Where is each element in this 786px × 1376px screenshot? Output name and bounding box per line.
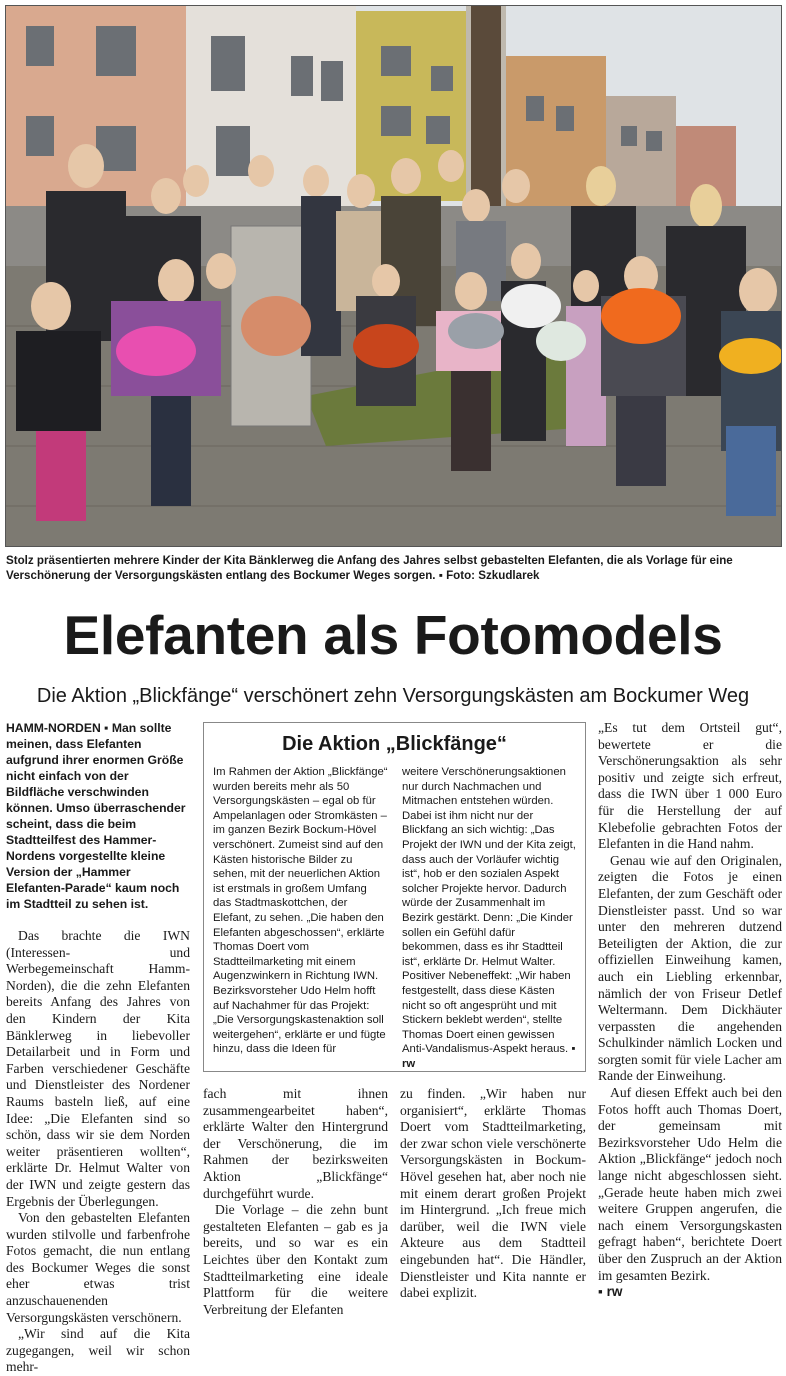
paragraph: Auf diesen Effekt auch bei den Fotos hofft auch Thomas Doert, der gemeinsam mit Bezirksvorsteher Udo Helm die Aktion „Blickfänge“ jedoch noch lange nicht abgeschlossen sieht. „Gerade heute haben mich zwei weitere Gruppen angerufen, die nach einem Versorgungskasten gefragt haben“, berichtete Doert über den Zuspruch an der Aktion im gesamten Bezirk. [598,1085,782,1283]
article-subheadline: Die Aktion „Blickfänge“ verschönert zehn Versorgungskästen am Bockumer Weg [36,685,750,707]
author-signature: ▪ rw [598,1284,623,1300]
info-box [203,722,586,1072]
info-box-column-right [402,765,577,1071]
author-signature: ▪ rw [402,1043,576,1070]
article-lead: HAMM-NORDEN ▪ Man sollte meinen, dass Elefanten aufgrund ihrer enormen Größe nicht einfach von der Bildfläche verschwinden können. Umso überraschender scheint, dass die beim Stadtteilfest des Hammer-Nordens vorgestellte kleine Version der „Hammer Elefanten-Parade“ kaum noch im Stadtteil zu sehen ist. [6,721,186,911]
paragraph: fach mit ihnen zusammengearbeitet haben“, erklärte Walter den Hintergrund der Verschönerung, die im Rahmen der bezirksweiten Aktion „Blickfänge“ durchgeführt wurde. [203,1086,388,1201]
info-box-column-left [213,765,388,1057]
paragraph: Genau wie auf den Originalen, zeigten die Fotos je einen Elefanten, der zum Geschäft oder Dienstleister passt. Und so war unter den mehreren dutzend Beteiligten der Aktion, die zur offiziellen Einweihung kamen, auch ein Liebling erkennbar, nämlich der von Friseur Detlef Weltermann. Dem Dickhäuter verpassten die angehenden Schulkinder nämlich Locken und sorgten somit für viele Lacher am Rande der Einweihung. [598,852,782,1084]
group-photo-illustration [6,6,782,547]
article-column-2 [203,1086,388,1318]
paragraph: Von den gebastelten Elefanten wurden stilvolle und farbenfrohe Fotos gemacht, die nun entlang des Bockumer Weges die sonst eher etwas trist anzuschauenenden Versorgungskästen verschönern. [6,1210,190,1325]
article-column-4 [598,720,782,1301]
article-column-1 [6,720,190,1376]
paragraph: „Wir sind auf die Kita zugegangen, weil wir schon mehr- [6,1326,190,1375]
article-column-3 [400,1086,586,1302]
article-headline: Elefanten als Fotomodels [63,604,723,666]
paragraph: zu finden. „Wir haben nur organisiert“, erklärte Thomas Doert vom Stadtteilmarketing, der zwar schon viele verschönerte Versorgungskästen in Bockum-Hövel gesehen hat, aber noch nie mit einem derart großen Projekt im Hintergrund. „Ich freue mich darüber, weil die IWN viele Akteure aus dem Stadtteil eingebunden hat“. Die Händler, Dienstleister und Kita nannte er dabei explizit. [400,1086,586,1301]
info-box-title: Die Aktion „Blickfänge“ [282,733,507,755]
paragraph: Die Vorlage – die zehn bunt gestalteten Elefanten – gab es ja bereits, und so war es ein Leichtes über den Kontakt zum Stadtteilmarketing eine ideale Plattform für die weitere Verbreitung der Elefanten [203,1202,388,1317]
info-box-text: Im Rahmen der Aktion „Blickfänge“ wurden bereits mehr als 50 Versorgungskästen – egal ob für Ampelanlagen oder Stromkästen – im ganzen Bezirk Bockum-Hövel verschönert. Zumeist sind auf den Kästen historische Bilder zu sehen, mit der neuerlichen Aktion ist erstmals in großem Umfang das Stadtmaskottchen, der Elefant, zu sehen. „Die haben den Elefanten abgeschossen“, erklärte Thomas Doert vom Stadtteilmarketing mit einem Augenzwinkern in Richtung IWN. Bezirksvorsteher Udo Helm hofft auf Nachahmer für das Projekt: „Die Versorgungskastenaktion soll weitergehen“, erklärte er und fügte hinzu, dass die Ideen für [213,766,388,1056]
article-photo [5,5,782,547]
paragraph: Das brachte die IWN (Interessen- und Werbegemeinschaft Hamm-Norden), die die zehn Elefanten bereits Anfang des Jahres von den Kindern der Kita Bänklerweg in liebevoller Detailarbeit und in Form und Farben verschiedener Geschäfte und Dienstleister des Nordener Raums basteln ließ, auf eine Idee: „Die Elefanten sind so schön, dass wir sie dem Norden weiter präsentieren wollten“, erklärte Dr. Helmut Walter von der IWN und zeigte gestern das Ergebnis der Überlegungen. [6,928,190,1209]
info-box-text: weitere Verschönerungsaktionen nur durch Nachmachen und Mitmachen entstehen würden. Dabei ist ihm nicht nur der Blickfang an sich wichtig: „Das Projekt der IWN und der Kita zeigt, dass auch der Vorläufer wichtig ist“, hob er den sozialen Aspekt solcher Projekte hervor. Dadurch würde der Zusammenhalt im Bezirk gestärkt. Denn: „Die Kinder sollen ein Gefühl dafür bekommen, dass es ihr Stadtteil ist“, erklärte Dr. Helmut Walter. Positiver Nebeneffekt: „Wir haben festgestellt, dass diese Kästen nicht so oft angesprüht und mit Stickern beklebt werden“, stellte Thomas Doert einen gewissen Anti-Vandalismus-Aspekt heraus. [402,766,576,1056]
paragraph: „Es tut dem Ortsteil gut“, bewertete er die Verschönerungsaktion als sehr positiv und zeigte sich erfreut, dass die IWN über 1 000 Euro für die Herstellung der auf Klebefolie gebrachten Fotos der Elefanten in die Hand nahm. [598,720,782,852]
photo-caption: Stolz präsentierten mehrere Kinder der Kita Bänklerweg die Anfang des Jahres selbst gebastelten Elefanten, die als Vorlage für eine Verschönerung der Versorgungskästen entlang des Bockumer Weges sorgen. ▪ Foto: Szkudlarek [6,554,733,582]
